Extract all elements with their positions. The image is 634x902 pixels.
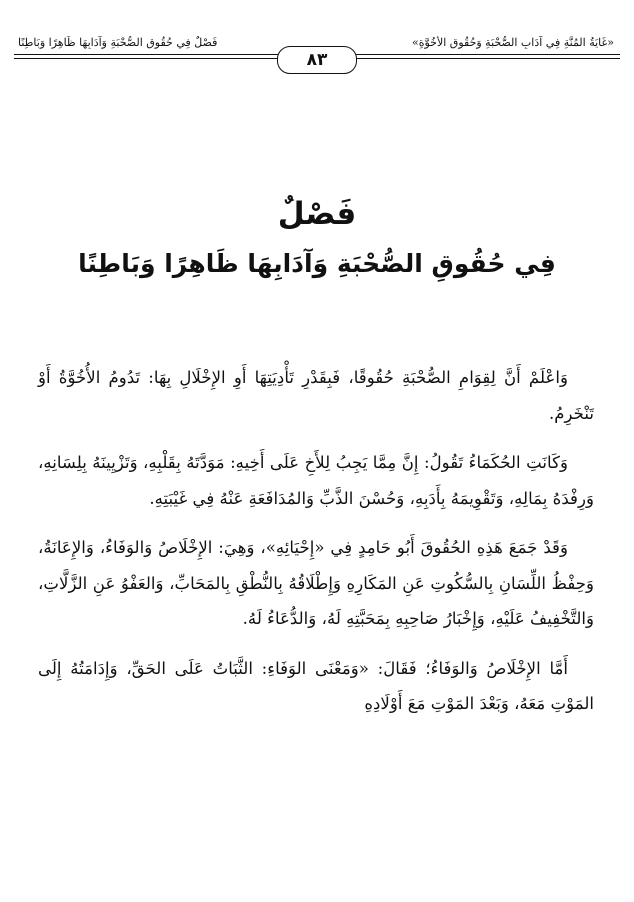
paragraph: وَقَدْ جَمَعَ هَذِهِ الحُقُوقَ أَبُو حَامِدٍ فِي «إِحْيَائِهِ»، وَهِيَ: الإِخْلَاصُ وَالوَفَاءُ، وَالإِعَانَةُ، وَحِفْظُ اللِّسَانِ بِالسُّكُوتِ عَنِ المَكَارِهِ وَإِطْلَاقُهُ بِالنُّطْقِ بِالمَحَابِّ، وَالعَفْوُ عَنِ الزَّلَّاتِ، وَالتَّخْفِيفُ عَلَيْهِ، وَإِخْبَارُ صَاحِبِهِ بِمَحَبَّتِهِ لَهُ، وَالدُّعَاءُ لَهُ. — [38, 538, 594, 628]
chapter-title-line2: فِي حُقُوقِ الصُّحْبَةِ وَآدَابِهَا ظَاهِرًا وَبَاطِنًا — [78, 249, 556, 278]
header-book-title: «غَايَةُ المُنَّةِ فِي آدَابِ الصُّحْبَةِ وَحُقُوقِ الأُخُوَّةِ» — [411, 36, 614, 49]
paragraph: أَمَّا الإِخْلَاصُ وَالوَفَاءُ؛ فَقَالَ: «وَمَعْنَى الوَفَاءِ: الثَّبَاتُ عَلَى الحَقِّ، وَإِدَامَتُهُ إِلَى المَوْتِ مَعَهُ، وَبَعْدَ المَوْتِ مَعَ أَوْلَادِهِ — [38, 658, 594, 713]
body-text — [38, 360, 594, 736]
paragraph: وَكَانَتِ الحُكَمَاءُ تَقُولُ: إِنَّ مِمَّا يَجِبُ لِلأَخِ عَلَى أَخِيهِ: مَوَدَّتَهُ بِقَلْبِهِ، وَتَزْيِينَهُ بِلِسَانِهِ، وَرِفْدَهُ بِمَالِهِ، وَتَقْوِيمَهُ بِأَدَبِهِ، وَحُسْنَ الذَّبِّ وَالمُدَافَعَةِ عَنْهُ فِي غَيْبَتِهِ. — [38, 453, 594, 508]
running-header — [14, 34, 620, 70]
page-number: ٨٣ — [277, 46, 357, 74]
paragraph: وَاعْلَمْ أَنَّ لِقِوَامِ الصُّحْبَةِ حُقُوقًا، فَبِقَدْرِ تَأْدِيَتِهَا أَوِ الإِخْلَالِ بِهَا: تَدُومُ الأُخُوَّةُ أَوْ تَنْخَرِمُ. — [38, 368, 594, 423]
header-chapter-title: فَصْلٌ فِي حُقُوقِ الصُّحْبَةِ وَآدَابِهَا ظَاهِرًا وَبَاطِنًا — [18, 36, 218, 49]
chapter-title-line1: فَصْلٌ — [277, 196, 357, 232]
chapter-title — [40, 190, 594, 286]
